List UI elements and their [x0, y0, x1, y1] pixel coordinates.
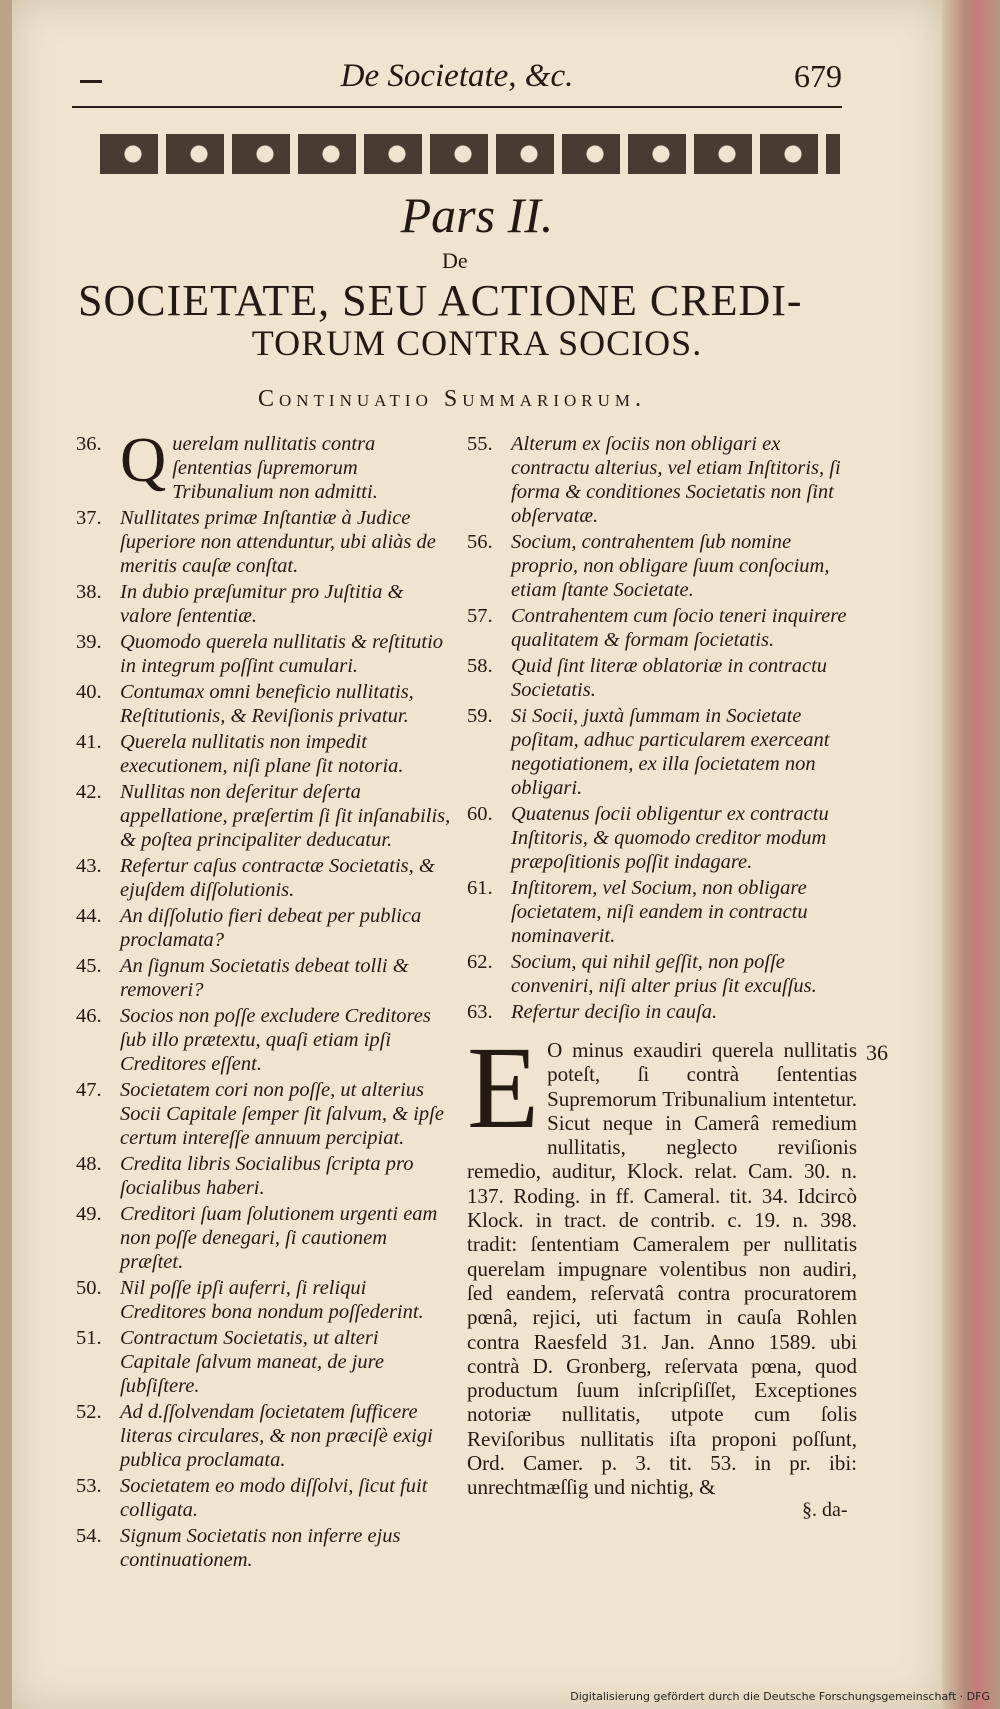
item-number: 42. [76, 781, 102, 803]
item-number: 47. [76, 1079, 102, 1101]
item-number: 40. [76, 681, 102, 703]
item-number: 39. [76, 631, 102, 653]
summary-column-left [76, 424, 451, 1574]
item-text: Inſtitorem, vel Socium, non obligare ſocietatem, niſi eandem in contractu nominaverit. [511, 877, 808, 947]
margin-reference-number: 36 [866, 1040, 888, 1065]
list-item [76, 424, 451, 504]
item-number: 55. [467, 433, 493, 455]
item-number: 61. [467, 877, 493, 899]
item-number: 57. [467, 605, 493, 627]
list-item [467, 604, 857, 652]
list-item [76, 1326, 451, 1398]
list-item [76, 680, 451, 728]
item-text: Creditori ſuam ſolutionem urgenti eam non poſſe denegari, ſi cautionem præſtet. [120, 1203, 438, 1273]
item-text: Nullitas non deſeritur deſerta appellatione, præſertim ſi ſit inſanabilis, & poſtea principaliter deducatur. [120, 781, 451, 851]
item-number: 59. [467, 705, 493, 727]
item-text: Societatem eo modo diſſolvi, ſicut fuit colligata. [120, 1475, 428, 1521]
item-number: 41. [76, 731, 102, 753]
item-text: Contrahentem cum ſocio teneri inquirere qualitatem & formam ſocietatis. [511, 605, 847, 651]
item-number: 44. [76, 905, 102, 927]
list-item [467, 704, 857, 800]
item-number: 58. [467, 655, 493, 677]
catchword: §. da- [802, 1499, 848, 1521]
list-item [76, 580, 451, 628]
list-item [76, 1202, 451, 1274]
initial-letter: Q [120, 424, 167, 495]
list-item [467, 950, 857, 998]
item-text: Si Socii, juxtà ſummam in Societate poſitam, adhuc particularem exerceant negotiationem, ex illa ſocietatem non obligari. [511, 705, 830, 799]
list-item [76, 780, 451, 852]
list-item [467, 802, 857, 874]
item-number: 52. [76, 1401, 102, 1423]
book-page [12, 0, 942, 1709]
list-item [76, 1524, 451, 1572]
list-item [467, 530, 857, 602]
item-number: 56. [467, 531, 493, 553]
item-text: Quid ſint literæ oblatoriæ in contractu Societatis. [511, 655, 828, 701]
item-text: Contumax omni beneficio nullitatis, Reſtitutionis, & Reviſionis privatur. [120, 681, 414, 727]
list-item [76, 954, 451, 1002]
item-number: 43. [76, 855, 102, 877]
list-item [467, 654, 857, 702]
title-line-2: TORUM CONTRA SOCIOS. [251, 323, 703, 363]
item-text: Quatenus ſocii obligentur ex contractu Inſtitoris, & quomodo creditor modum præpoſitionis poſſit indagare. [511, 803, 829, 873]
list-item [76, 1400, 451, 1472]
item-number: 60. [467, 803, 493, 825]
item-text: Contractum Societatis, ut alteri Capitale ſalvum maneat, de jure ſubſiſtere. [120, 1327, 384, 1397]
item-number: 36. [76, 433, 102, 455]
item-text: Socium, contrahentem ſub nomine proprio, non obligare ſuum conſocium, etiam ſtante Societate. [511, 531, 830, 601]
page-number: 679 [794, 58, 842, 94]
running-header [72, 52, 842, 102]
list-item [76, 904, 451, 952]
item-number: 48. [76, 1153, 102, 1175]
list-item [467, 876, 857, 948]
item-text: Querela nullitatis non impedit executionem, niſi plane ſit notoria. [120, 731, 404, 777]
item-text: Credita libris Socialibus ſcripta pro ſocialibus haberi. [120, 1153, 414, 1199]
item-text: Alterum ex ſociis non obligari ex contractu alterius, vel etiam Inſtitoris, ſi forma & conditiones Societatis non ſint obſervatæ. [511, 433, 841, 527]
list-item [467, 1000, 857, 1024]
item-number: 49. [76, 1203, 102, 1225]
digitization-credit: Digitalisierung gefördert durch die Deutsche Forschungsgemeinschaft · DFG [570, 1690, 990, 1703]
body-paragraph [467, 1022, 857, 1500]
list-item [76, 1004, 451, 1076]
item-text: Socios non poſſe excludere Creditores ſub illo prætextu, quaſi etiam ipſi Creditores eſſent. [120, 1005, 431, 1075]
item-number: 45. [76, 955, 102, 977]
item-number: 62. [467, 951, 493, 973]
item-text: Signum Societatis non inferre ejus continuationem. [120, 1525, 401, 1571]
part-heading: Pars II. [400, 187, 554, 243]
item-number: 63. [467, 1001, 493, 1023]
item-text: Nullitates primæ Inſtantiæ à Judice ſuperiore non attenduntur, ubi aliàs de meritis cauſæ conſtat. [120, 507, 436, 577]
item-number: 51. [76, 1327, 102, 1349]
list-item [76, 1276, 451, 1324]
summary-column-right [467, 432, 857, 1026]
item-text: Socium, qui nihil geſſit, non poſſe conveniri, niſi alter prius ſit excuſſus. [511, 951, 817, 997]
list-item [76, 854, 451, 902]
page-fore-edge [942, 0, 1000, 1709]
item-text: Societatem cori non poſſe, ut alterius Socii Capitale ſemper ſit ſalvum, & ipſe certum intereſſe annuum percipiat. [120, 1079, 444, 1149]
item-number: 50. [76, 1277, 102, 1299]
item-number: 53. [76, 1475, 102, 1497]
item-text: Nil poſſe ipſi auferri, ſi reliqui Creditores bona nondum poſſederint. [120, 1277, 424, 1323]
item-number: 54. [76, 1525, 102, 1547]
list-item [76, 1474, 451, 1522]
list-item [76, 506, 451, 578]
list-item [76, 730, 451, 778]
list-item [76, 1152, 451, 1200]
item-text: Refertur caſus contractæ Societatis, & ejuſdem diſſolutionis. [120, 855, 435, 901]
list-item [76, 1078, 451, 1150]
item-text: An diſſolutio fieri debeat per publica proclamata? [120, 905, 422, 951]
item-text: In dubio præſumitur pro Juſtitia & valore ſententiæ. [120, 581, 404, 627]
item-number: 37. [76, 507, 102, 529]
item-number: 38. [76, 581, 102, 603]
header-rule [72, 106, 842, 108]
item-number: 46. [76, 1005, 102, 1027]
item-text: uerelam nullitatis contra ſententias ſupremorum Tribunalium non admitti. [172, 433, 378, 503]
item-text: Refertur deciſio in cauſa. [511, 1001, 718, 1023]
title-line-1: SOCIETATE, SEU ACTIONE CREDI- [78, 276, 803, 325]
drop-cap: E [467, 1022, 540, 1153]
list-item [76, 630, 451, 678]
item-text: Ad d.ſſolvendam ſocietatem ſufficere literas circulares, & non præciſè exigi publica proclamata. [120, 1401, 433, 1471]
ornament-pattern [100, 128, 840, 180]
list-item [467, 432, 857, 528]
item-text: Quomodo querela nullitatis & reſtitutio in integrum poſſint cumulari. [120, 631, 444, 677]
item-text: An ſignum Societatis debeat tolli & removeri? [120, 955, 409, 1001]
body-text: O minus exaudiri querela nullitatis poteſt, ſi contrà ſententias Supremorum Tribunalium intentetur. Sicut neque in Camerâ remedium nullitatis, neglecto reviſionis remedio, auditur, Klock. relat. Cam. 30. n. 137. Roding. in ff. Cameral. tit. 34. Idcircò Klock. in tract. de contrib. c. 19. n. 398. tradit: ſententiam Cameralem per nullitatis querelam impugnare volentibus non audiri, ſed eandem, reſervatâ contra procuratorem pœnâ, rejici, uti factum in cauſa Rohlen contra Raesfeld 31. Jan. Anno 1589. ubi contrà D. Gronberg, reſervata pœna, quod productum ſuum inſcripſiſſet, Exceptiones notoriæ nullitatis, utpote cum ſolis Reviſoribus nullitatis iſta proponi poſſunt, Ord. Camer. p. 3. tit. 53. in pr. ibi: unrechtmæſſig und nichtig, & [467, 1038, 857, 1500]
summary-heading: Continuatio Summariorum. [257, 386, 647, 412]
running-title: De Societate, &c. [340, 58, 574, 94]
heading-de: De [442, 248, 468, 273]
